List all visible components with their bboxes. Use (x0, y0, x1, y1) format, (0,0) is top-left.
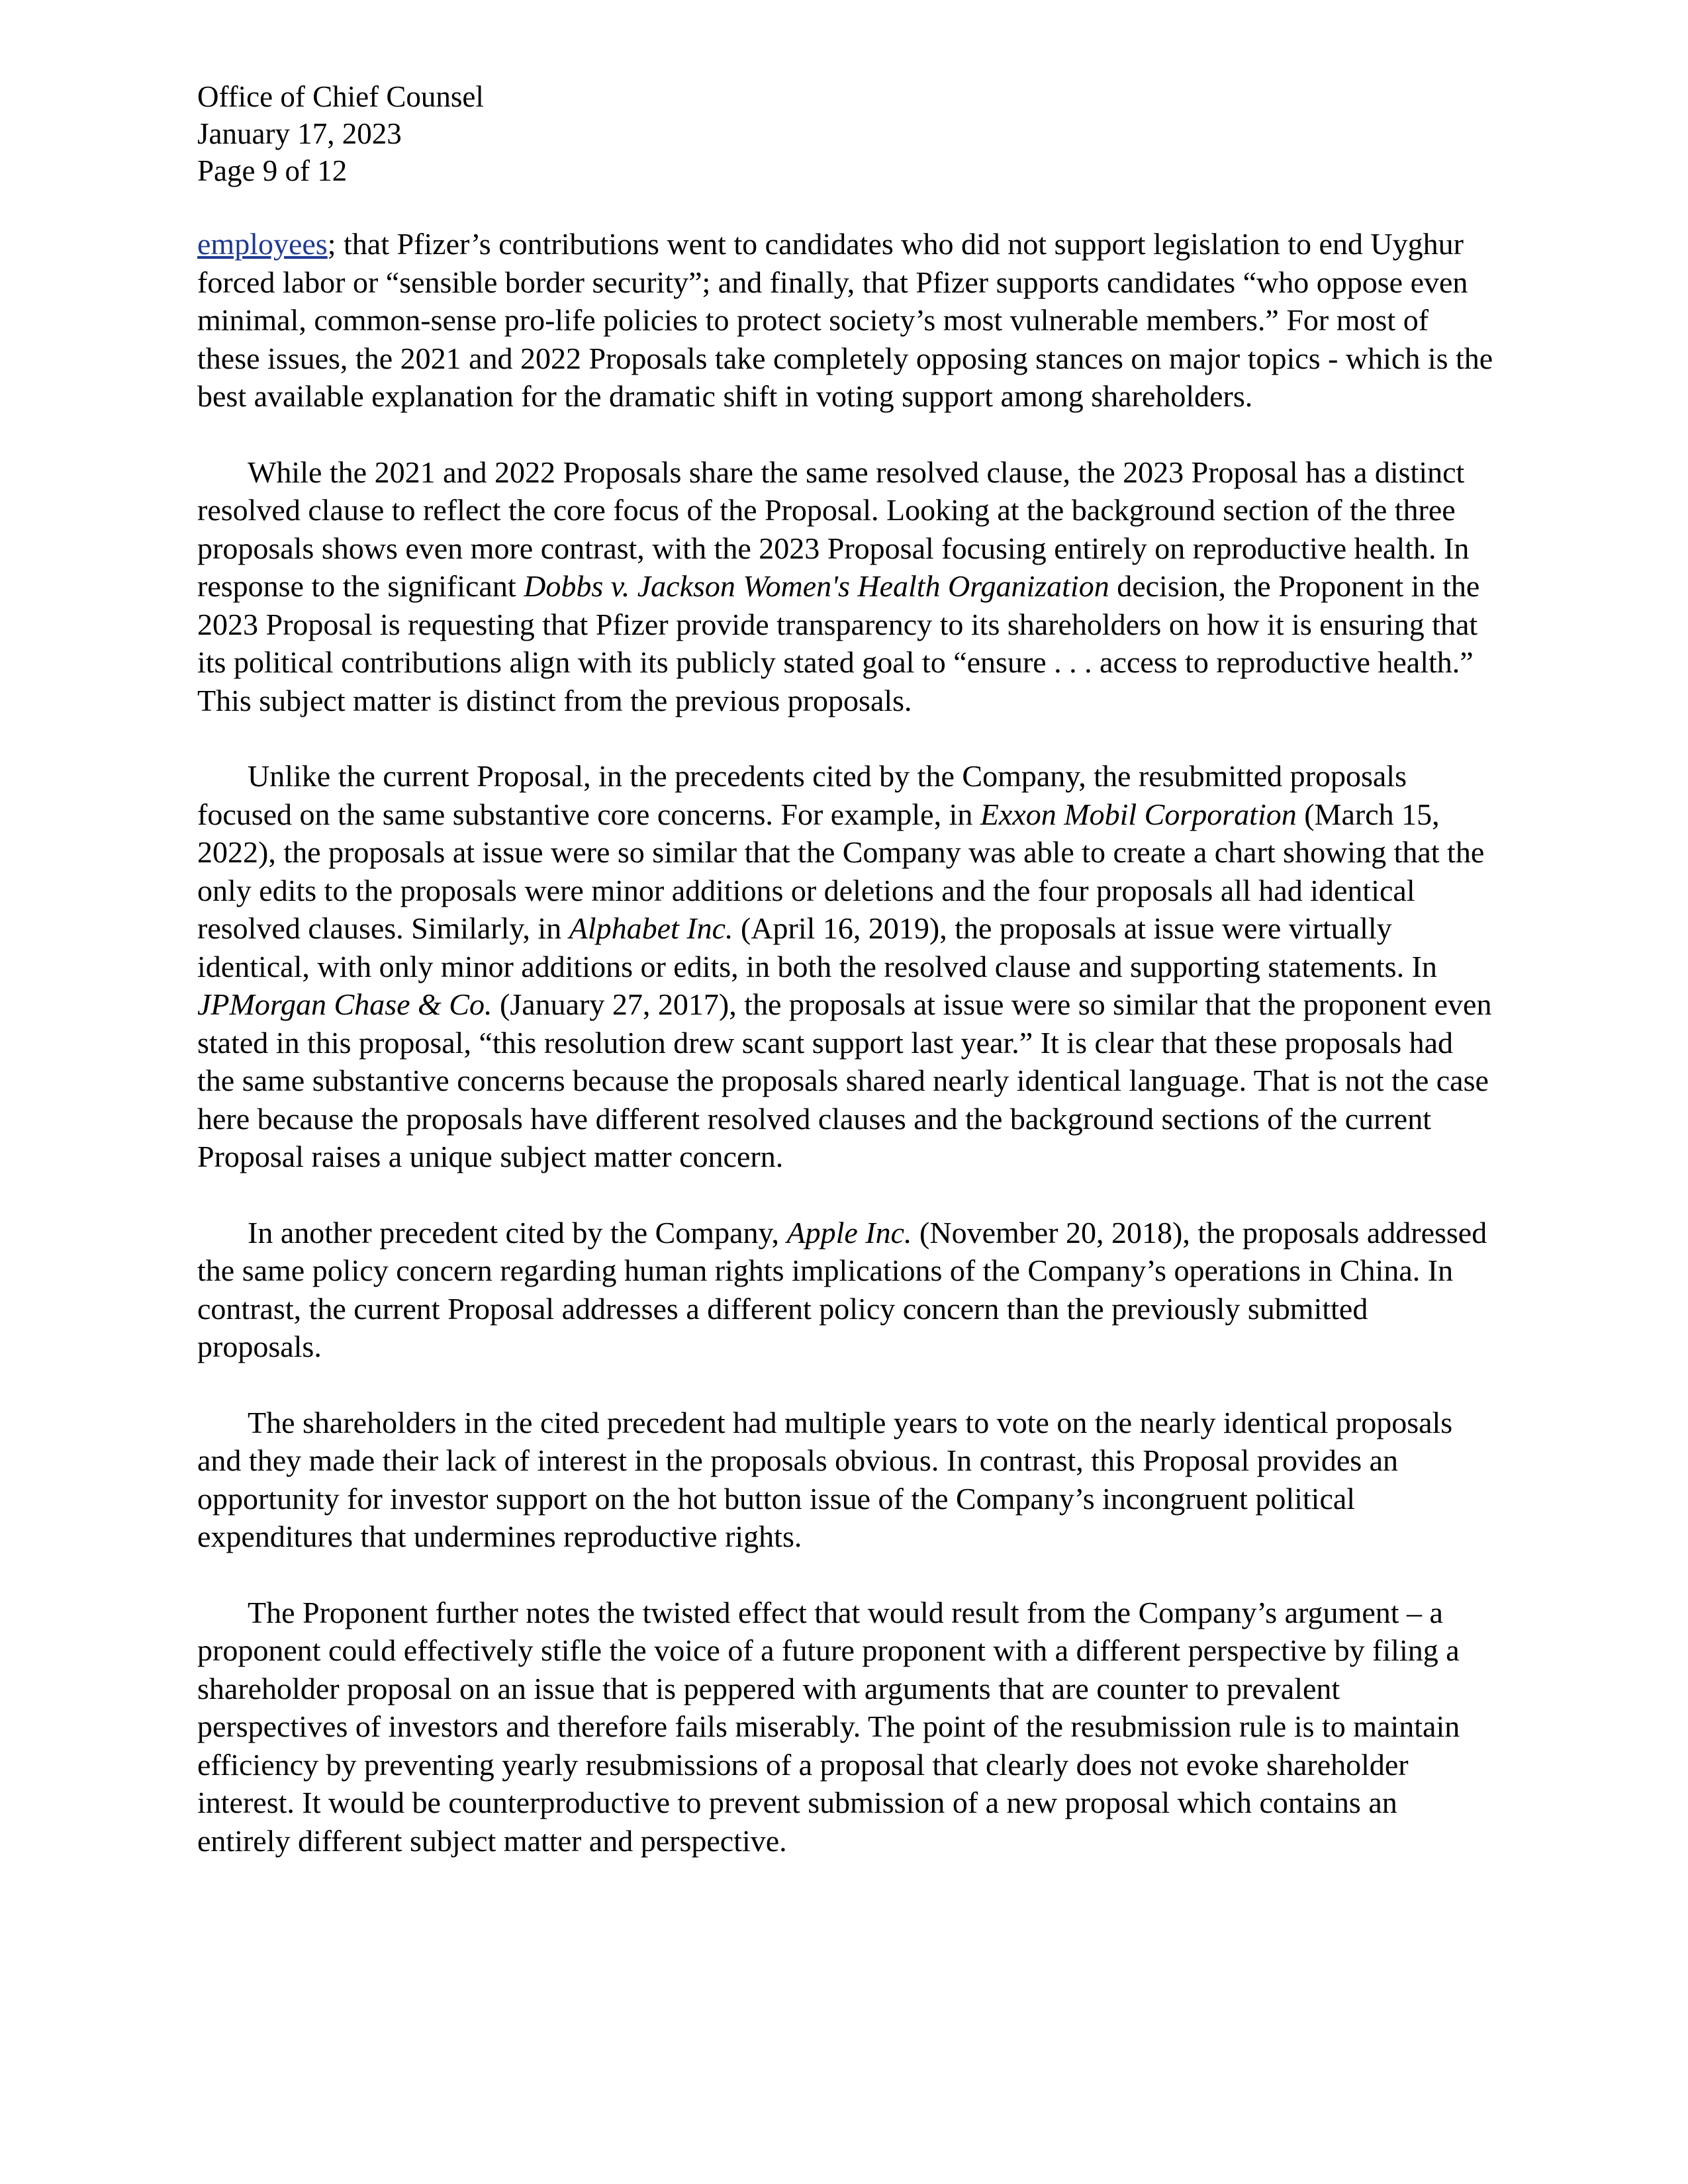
paragraph-text: Unlike the current Proposal, in the precedents cited by the Company, the resubmitted proposals focused on the same substantive core concerns. For example, in (197, 759, 1407, 831)
paragraph-text: (March 15, 2022), the proposals at issue were so similar that the Company was able to create a chart showing that the only edits to the proposals were minor additions or deletions and the four proposals all had identical resolved clauses. Similarly, in (197, 797, 1485, 945)
case-citation: Apple Inc. (786, 1215, 912, 1250)
letter-body (197, 225, 1495, 1860)
paragraph-resolved-clause (197, 453, 1495, 720)
paragraph-text: (January 27, 2017), the proposals at issue were so similar that the proponent even stated in this proposal, “this resolution drew scant support last year.” It is clear that these proposals had the same substantive concerns because the proposals shared nearly identical language. That is not the case here because the proposals have different resolved clauses and the background sections of the current Proposal raises a unique subject matter concern. (197, 987, 1492, 1173)
letter-header (197, 78, 1495, 189)
letter-page (197, 78, 1495, 1860)
case-citation: Exxon Mobil Corporation (980, 797, 1297, 831)
case-citation: Dobbs v. Jackson Women's Health Organization (524, 569, 1109, 603)
paragraph-proponent-notes (197, 1594, 1495, 1860)
paragraph-continuation (197, 225, 1495, 416)
paragraph-text: The Proponent further notes the twisted effect that would result from the Company’s argument – a proponent could effectively stifle the voice of a future proponent with a different perspective by filing a shareholder proposal on an issue that is peppered with arguments that are counter to prevalent perspectives of investors and therefore fails miserably. The point of the resubmission rule is to maintain efficiency by preventing yearly resubmissions of a proposal that clearly does not evoke shareholder interest. It would be counterproductive to prevent submission of a new proposal which contains an entirely different subject matter and perspective. (197, 1595, 1460, 1858)
paragraph-precedents (197, 757, 1495, 1176)
paragraph-apple-precedent (197, 1214, 1495, 1366)
case-citation: Alphabet Inc. (569, 911, 733, 945)
paragraph-text: (November 20, 2018), the proposals addressed the same policy concern regarding human rights implications of the Company’s operations in China. In contrast, the current Proposal addresses a different policy concern than the previously submitted proposals. (197, 1215, 1487, 1363)
paragraph-text: ; that Pfizer’s contributions went to candidates who did not support legislation to end Uyghur forced labor or “sensible border security”; and finally, that Pfizer supports candidates “who oppose even minimal, common-sense pro-life policies to protect society’s most vulnerable members.” For most of these issues, the 2021 and 2022 Proposals take completely opposing stances on major topics - which is the best available explanation for the dramatic shift in voting support among shareholders. (197, 227, 1493, 413)
office-line: Office of Chief Counsel (197, 80, 484, 113)
date-line: January 17, 2023 (197, 117, 402, 150)
case-citation: JPMorgan Chase & Co. (197, 987, 492, 1021)
page-number: Page 9 of 12 (197, 154, 348, 187)
paragraph-shareholders (197, 1404, 1495, 1556)
paragraph-text: The shareholders in the cited precedent had multiple years to vote on the nearly identical proposals and they made their lack of interest in the proposals obvious. In contrast, this Proposal provides an opportunity for investor support on the hot button issue of the Company’s incongruent political expenditures that undermines reproductive rights. (197, 1405, 1453, 1553)
paragraph-text: While the 2021 and 2022 Proposals share the same resolved clause, the 2023 Proposal has a distinct resolved clause to reflect the core focus of the Proposal. Looking at the background section of the three proposals shows even more contrast, with the 2023 Proposal focusing entirely on reproductive health. In response to the significant (197, 455, 1470, 603)
paragraph-text: (April 16, 2019), the proposals at issue were virtually identical, with only minor additions or edits, in both the resolved clause and supporting statements. In (197, 911, 1437, 983)
paragraph-text: In another precedent cited by the Company, (248, 1215, 787, 1250)
paragraph-text: decision, the Proponent in the 2023 Proposal is requesting that Pfizer provide transparency to its shareholders on how it is ensuring that its political contributions align with its publicly stated goal to “ensure . . . access to reproductive health.” This subject matter is distinct from the previous proposals. (197, 569, 1480, 717)
employees-link[interactable]: employees (197, 227, 328, 261)
